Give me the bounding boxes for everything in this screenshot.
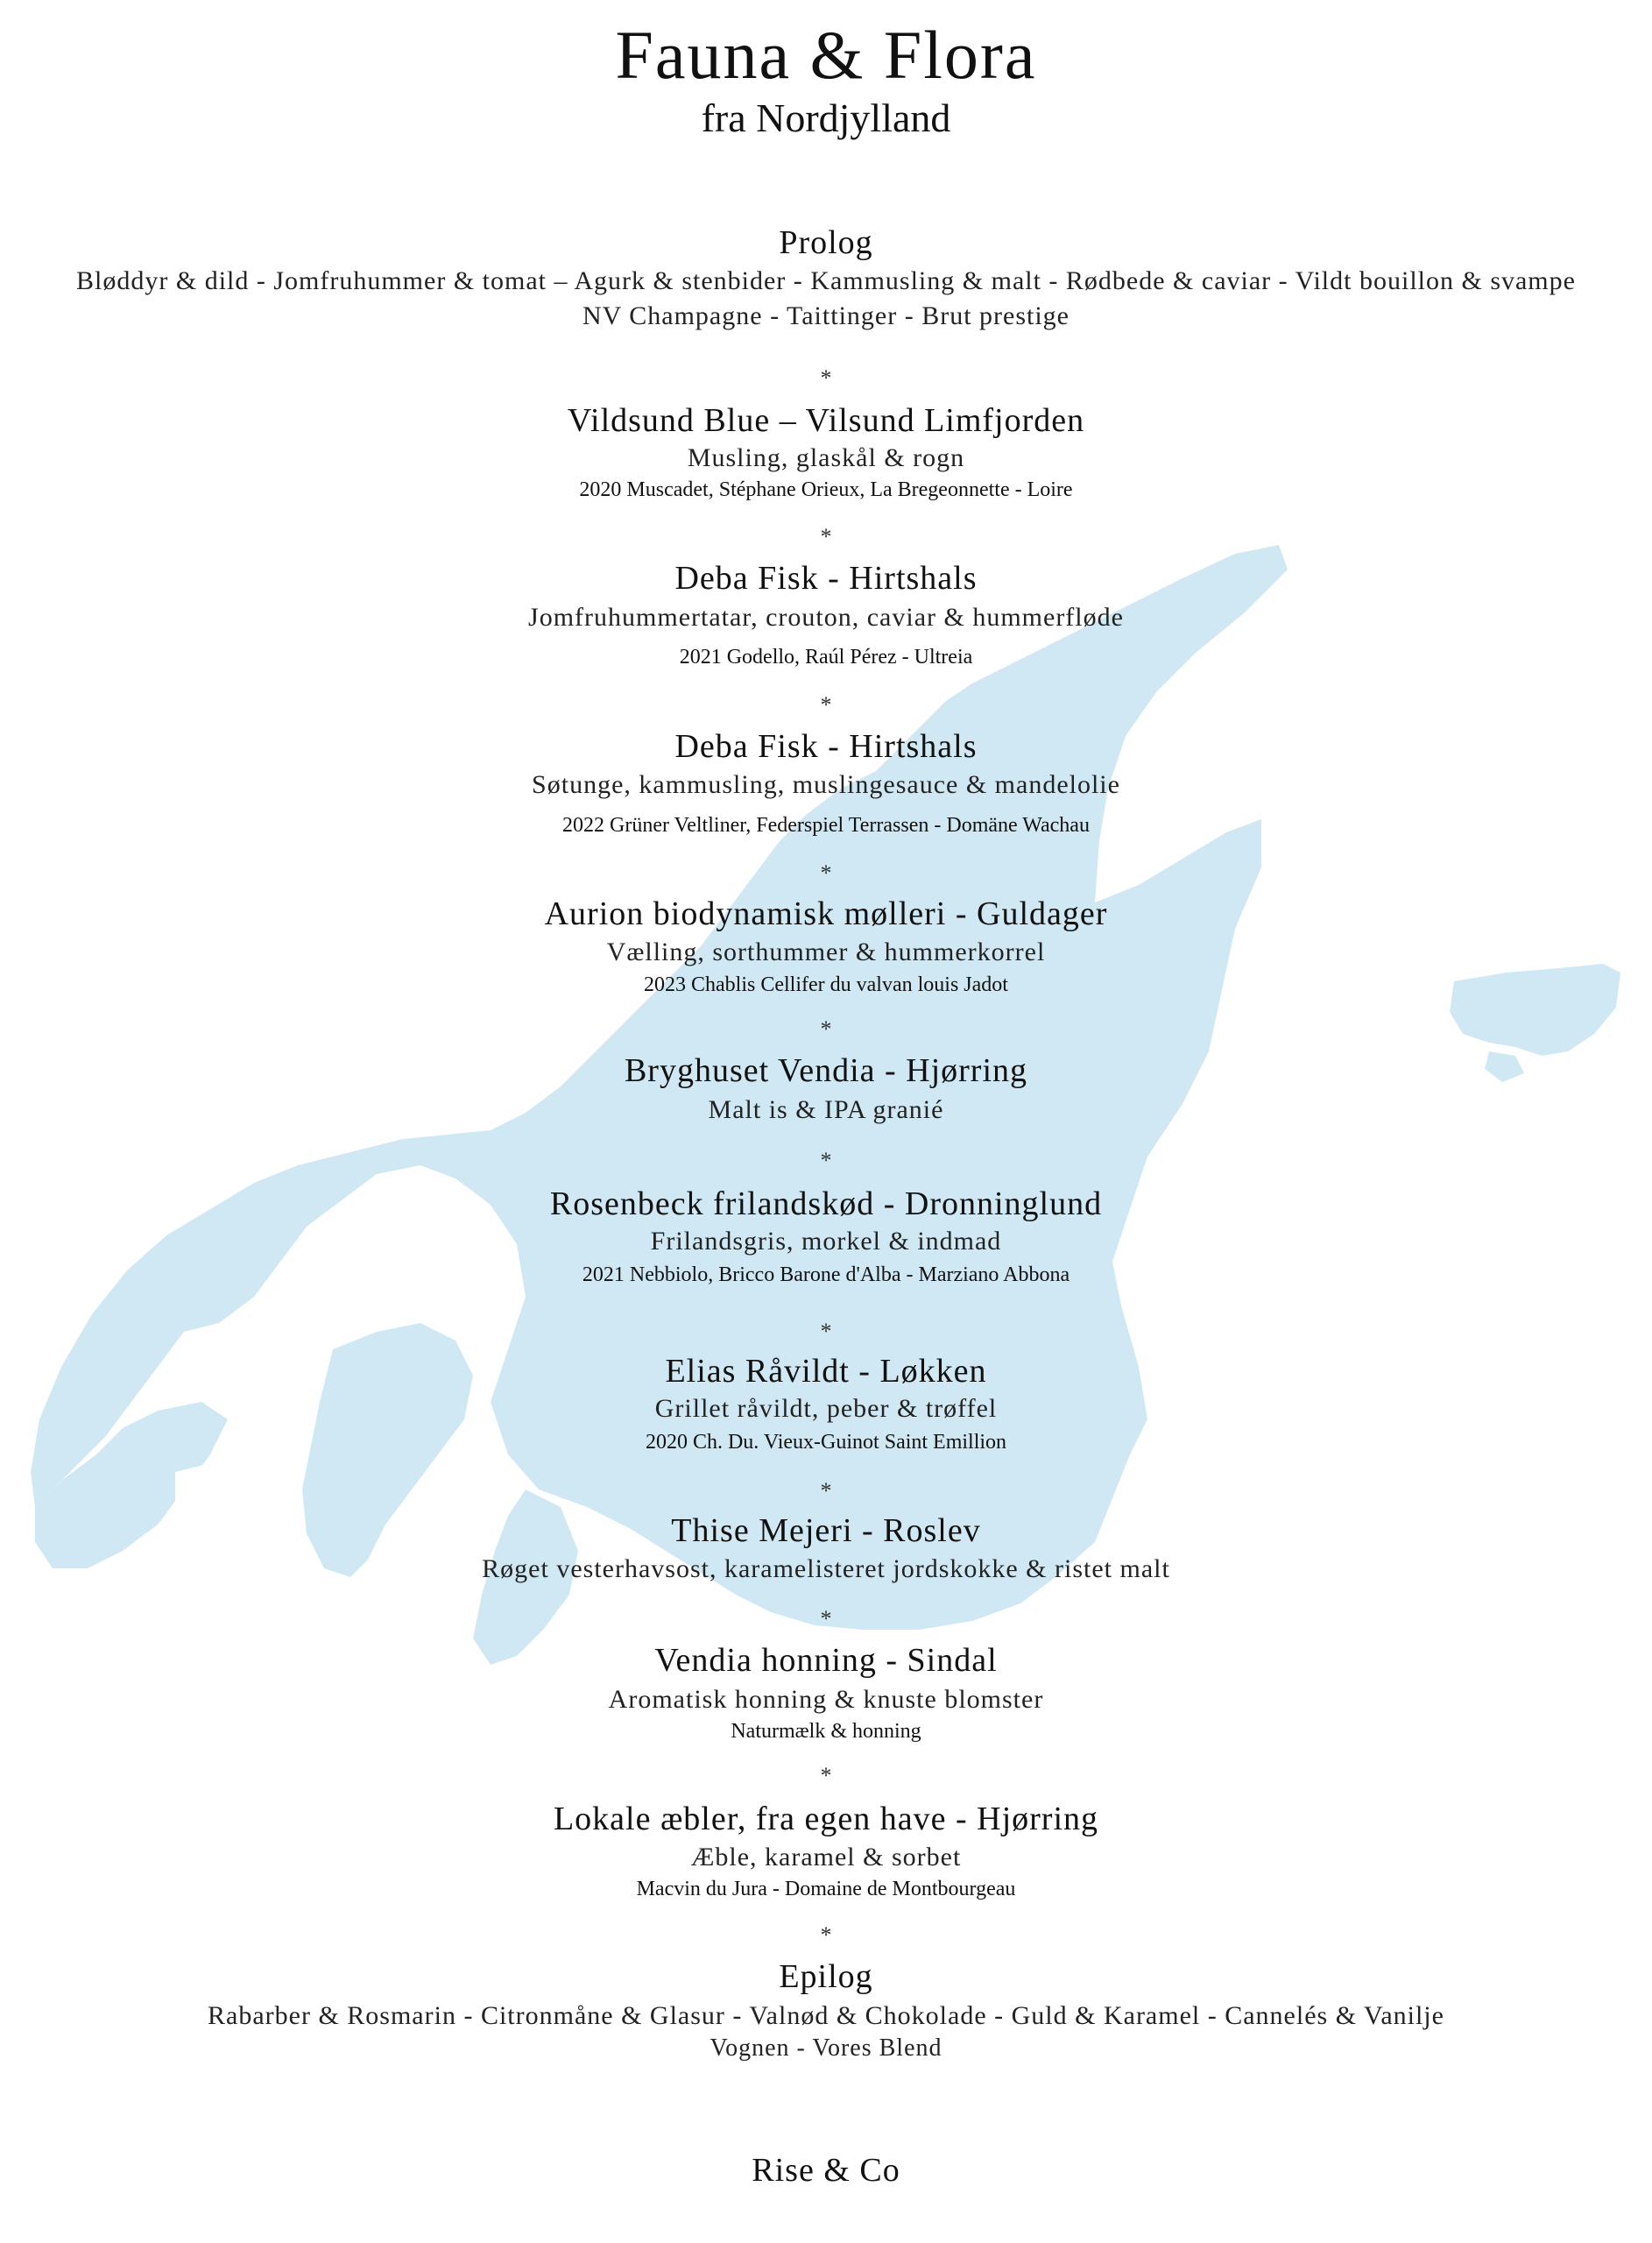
course-title: Deba Fisk - Hirtshals <box>674 560 978 597</box>
separator-star: * <box>820 692 832 718</box>
course-wine: 2020 Ch. Du. Vieux-Guinot Saint Emillion <box>645 1431 1007 1454</box>
separator-star: * <box>820 1016 832 1042</box>
menu-title: Fauna & Flora <box>615 17 1037 93</box>
course-dish: Jomfruhummertatar, crouton, caviar & hummerfløde <box>528 603 1124 632</box>
separator-star: * <box>820 860 832 886</box>
course-title: Bryghuset Vendia - Hjørring <box>624 1052 1028 1089</box>
course-title: Epilog <box>779 1958 873 1995</box>
course-wine: Naturmælk & honning <box>731 1720 921 1743</box>
course-wine: 2021 Godello, Raúl Pérez - Ultreia <box>679 646 973 669</box>
course-title: Vildsund Blue – Vilsund Limfjorden <box>567 402 1085 439</box>
course-dish: Frilandsgris, morkel & indmad <box>650 1227 1002 1256</box>
course-wine: 2022 Grüner Veltliner, Federspiel Terrassen - Domäne Wachau <box>562 814 1090 837</box>
separator-star: * <box>820 1763 832 1788</box>
course-dish: Musling, glaskål & rogn <box>687 443 965 472</box>
course-wine: 2021 Nebbiolo, Bricco Barone d'Alba - Marziano Abbona <box>582 1263 1070 1286</box>
separator-star: * <box>820 1478 832 1504</box>
course-title: Prolog <box>779 224 873 261</box>
footer-signature: Rise & Co <box>752 2152 900 2189</box>
course-title: Vendia honning - Sindal <box>654 1642 998 1679</box>
course-dish: Æble, karamel & sorbet <box>690 1843 962 1872</box>
course-title: Thise Mejeri - Roslev <box>671 1512 981 1549</box>
course-title: Elias Råvildt - Løkken <box>665 1353 987 1390</box>
course-dish: Røget vesterhavsost, karamelisteret jordskokke & ristet malt <box>482 1554 1170 1583</box>
menu-subtitle: fra Nordjylland <box>701 96 951 140</box>
course-dish: Aromatisk honning & knuste blomster <box>608 1685 1044 1714</box>
course-wine: NV Champagne - Taittinger - Brut prestige <box>582 301 1070 330</box>
course-dish: Rabarber & Rosmarin - Citronmåne & Glasur - Valnød & Chokolade - Guld & Karamel - Cannelés & Vanilje <box>208 2001 1444 2030</box>
separator-star: * <box>820 1606 832 1631</box>
separator-star: * <box>820 1319 832 1344</box>
course-title: Aurion biodynamisk mølleri - Guldager <box>544 895 1108 932</box>
separator-star: * <box>820 365 832 391</box>
course-title: Rosenbeck frilandskød - Dronninglund <box>549 1185 1103 1222</box>
course-dish: Malt is & IPA granié <box>708 1095 944 1124</box>
course-wine: Vognen - Vores Blend <box>710 2034 942 2062</box>
course-wine: 2023 Chablis Cellifer du valvan louis Jadot <box>644 973 1008 996</box>
separator-star: * <box>820 1148 832 1173</box>
course-dish: Søtunge, kammusling, muslingesauce & mandelolie <box>532 770 1120 799</box>
course-wine: 2020 Muscadet, Stéphane Orieux, La Bregeonnette - Loire <box>579 478 1073 501</box>
course-dish: Vælling, sorthummer & hummerkorrel <box>606 938 1046 966</box>
separator-star: * <box>820 524 832 549</box>
separator-star: * <box>820 1922 832 1948</box>
course-dish: Grillet råvildt, peber & trøffel <box>654 1394 998 1423</box>
course-dish: Bløddyr & dild - Jomfruhummer & tomat – Agurk & stenbider - Kammusling & malt - Rødbede & caviar - Vildt bouillon & svampe <box>76 266 1576 295</box>
course-wine: Macvin du Jura - Domaine de Montbourgeau <box>636 1878 1016 1900</box>
course-title: Deba Fisk - Hirtshals <box>674 728 978 765</box>
course-title: Lokale æbler, fra egen have - Hjørring <box>553 1801 1099 1837</box>
